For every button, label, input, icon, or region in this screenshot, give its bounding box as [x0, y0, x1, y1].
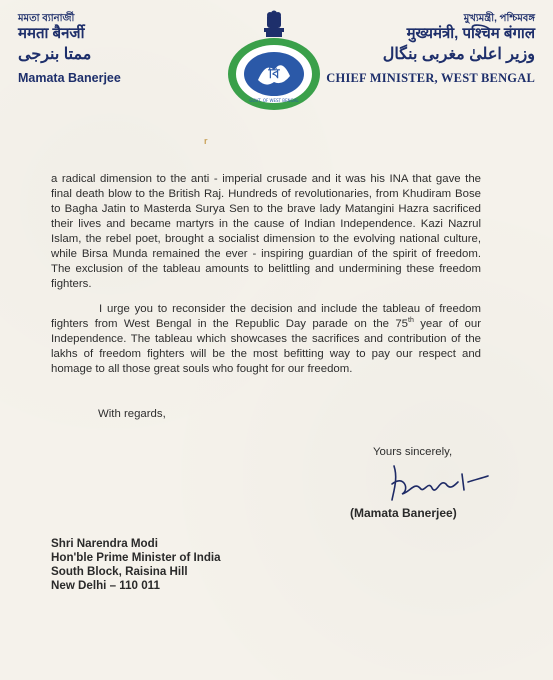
- address-line-3: South Block, Raisina Hill: [51, 565, 188, 578]
- recipient-address: [51, 537, 221, 593]
- signature-icon: [384, 460, 494, 508]
- letter-body: [51, 172, 481, 377]
- title-hindi: मुख्यमंत्री, पश्चिम बंगाल: [406, 25, 535, 42]
- sender-name: (Mamata Banerjee): [350, 506, 457, 520]
- paragraph-2-end: year of our Independence. The tableau which showcases the sacrifices and contribution of the lakhs of freedom fighters will be the most befitting way to pay our respect and homage to all those great souls who fought for our freedom.: [51, 318, 482, 375]
- ordinal-suffix: th: [408, 317, 414, 325]
- regards-line: With regards,: [98, 408, 166, 420]
- name-english: Mamata Banerjee: [18, 71, 121, 85]
- name-bengali: মমতা ব্যানার্জী: [18, 13, 75, 24]
- name-hindi: ममता बैनर्जी: [18, 25, 85, 42]
- svg-text:বি: বি: [268, 67, 280, 82]
- name-urdu: ممتا بنرجی: [18, 46, 92, 63]
- title-english: CHIEF MINISTER, WEST BENGAL: [326, 71, 535, 85]
- west-bengal-seal-icon: [226, 36, 322, 112]
- header-right: [326, 12, 535, 86]
- page-mark: r: [204, 136, 208, 146]
- paragraph-2-start: I urge you to reconsider the decision and include the tableau of freedom fighters from West Bengal in the Republic Day parade on the 75: [51, 303, 481, 330]
- address-line-2: Hon'ble Prime Minister of India: [51, 551, 221, 564]
- paragraph-2: [51, 302, 481, 377]
- closing-line: Yours sincerely,: [373, 446, 453, 458]
- paragraph-1: a radical dimension to the anti - imperial crusade and it was his INA that gave the final death blow to the British Raj. Hundreds of revolutionaries, from Khudiram Bose to Bagha Jatin to Masterda Surya Sen to the brave lady Matangini Hazra sacrificed their lives and became martyrs in the cause of Indian Independence. Kazi Nazrul Islam, the rebel poet, brought a socialist dimension to the evolving national culture, while Birsa Munda remained the ever - inspiring guardian of the spirit of freedom. The exclusion of the tableau amounts to belittling and undermining these freedom fighters.: [51, 173, 481, 290]
- seal-text: GOVT. OF WEST BENGAL: [249, 98, 299, 103]
- address-line-1: Shri Narendra Modi: [51, 537, 158, 550]
- address-line-4: New Delhi – 110 011: [51, 579, 160, 592]
- title-bengali: মুখ্যমন্ত্রী, পশ্চিমবঙ্গ: [463, 13, 535, 24]
- title-urdu: وزیر اعلیٰ مغربی بنگال: [382, 46, 535, 63]
- header-left: [18, 12, 121, 85]
